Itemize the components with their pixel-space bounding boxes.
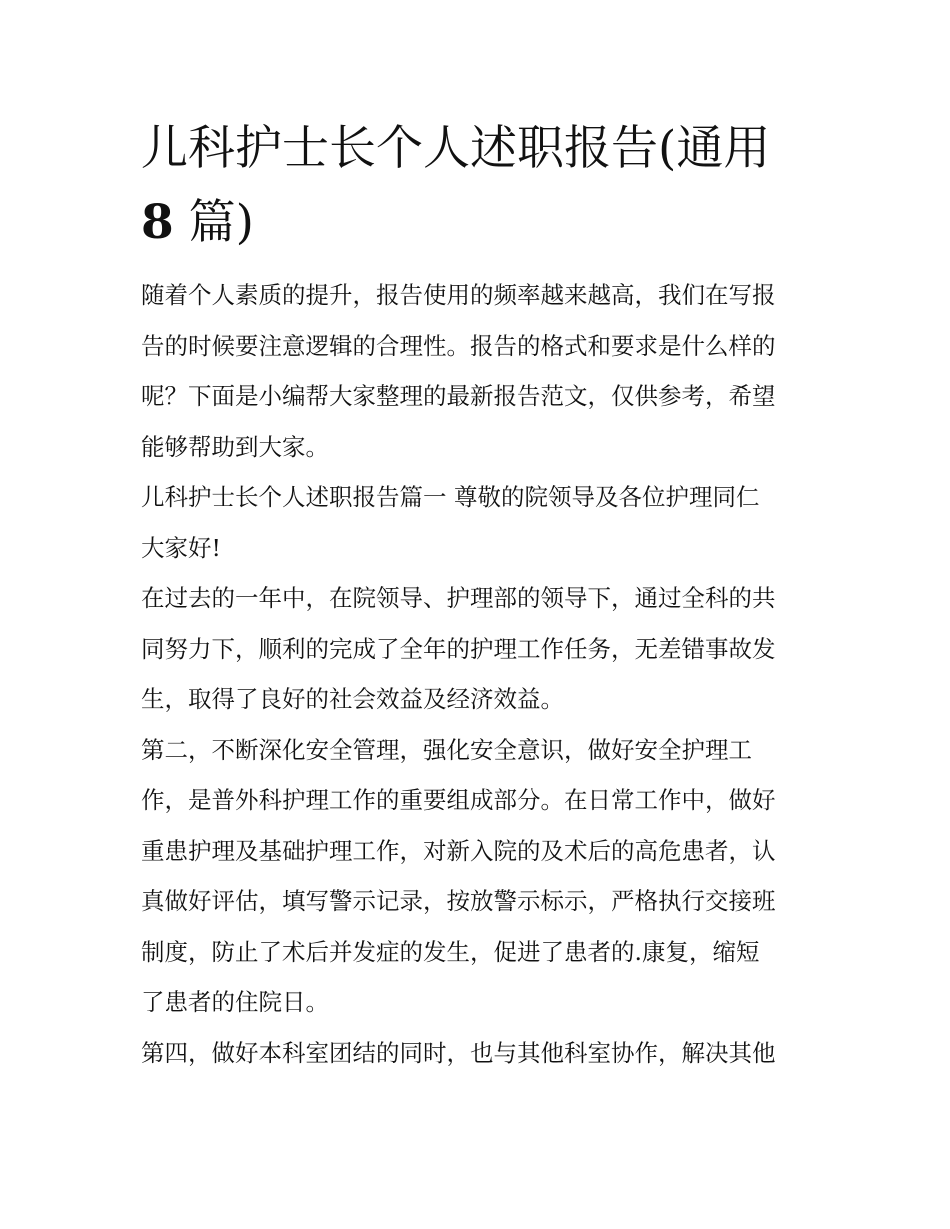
document-body	[141, 270, 813, 1078]
text-line: 重患护理及基础护理工作，对新入院的及术后的高危患者，认	[141, 836, 776, 865]
title-line-1: 儿科护士长个人述职报告(通用	[141, 121, 771, 176]
paragraph-section-heading	[141, 472, 813, 573]
text-line: 真做好评估，填写警示记录，按放警示标示，严格执行交接班	[141, 887, 776, 915]
text-line: 儿科护士长个人述职报告篇一 尊敬的院领导及各位护理同仁	[141, 483, 760, 511]
paragraph-second	[141, 725, 813, 1028]
title-number: 8	[141, 195, 174, 250]
document-content	[141, 112, 813, 1078]
text-line: 作，是普外科护理工作的重要组成部分。在日常工作中，做好	[141, 786, 776, 814]
text-line: 第四，做好本科室团结的同时，也与其他科室协作，解决其他	[141, 1038, 776, 1067]
text-line: 呢？下面是小编帮大家整理的最新报告范文，仅供参考，希望	[141, 382, 776, 410]
text-line: 制度，防止了术后并发症的发生，促进了患者的.康复，缩短	[141, 937, 760, 966]
text-line: 随着个人素质的提升，报告使用的频率越来越高，我们在写报	[141, 281, 776, 309]
text-line: 大家好!	[141, 533, 221, 562]
paragraph-past-year	[141, 573, 813, 725]
title-line-2-rest: 篇)	[173, 195, 254, 250]
text-line: 同努力下，顺利的完成了全年的护理工作任务，无差错事故发	[141, 634, 776, 663]
text-line: 能够帮助到大家。	[141, 432, 329, 461]
text-line: 生，取得了良好的社会效益及经济效益。	[141, 685, 564, 713]
page-title	[141, 112, 813, 260]
text-line: 第二，不断深化安全管理，强化安全意识，做好安全护理工	[141, 735, 752, 764]
paragraph-intro	[141, 270, 813, 472]
text-line: 了患者的住院日。	[141, 988, 329, 1016]
text-line: 告的时候要注意逻辑的合理性。报告的格式和要求是什么样的	[141, 331, 776, 360]
text-line: 在过去的一年中，在院领导、护理部的领导下，通过全科的共	[141, 584, 776, 612]
paragraph-fourth	[141, 1028, 813, 1079]
